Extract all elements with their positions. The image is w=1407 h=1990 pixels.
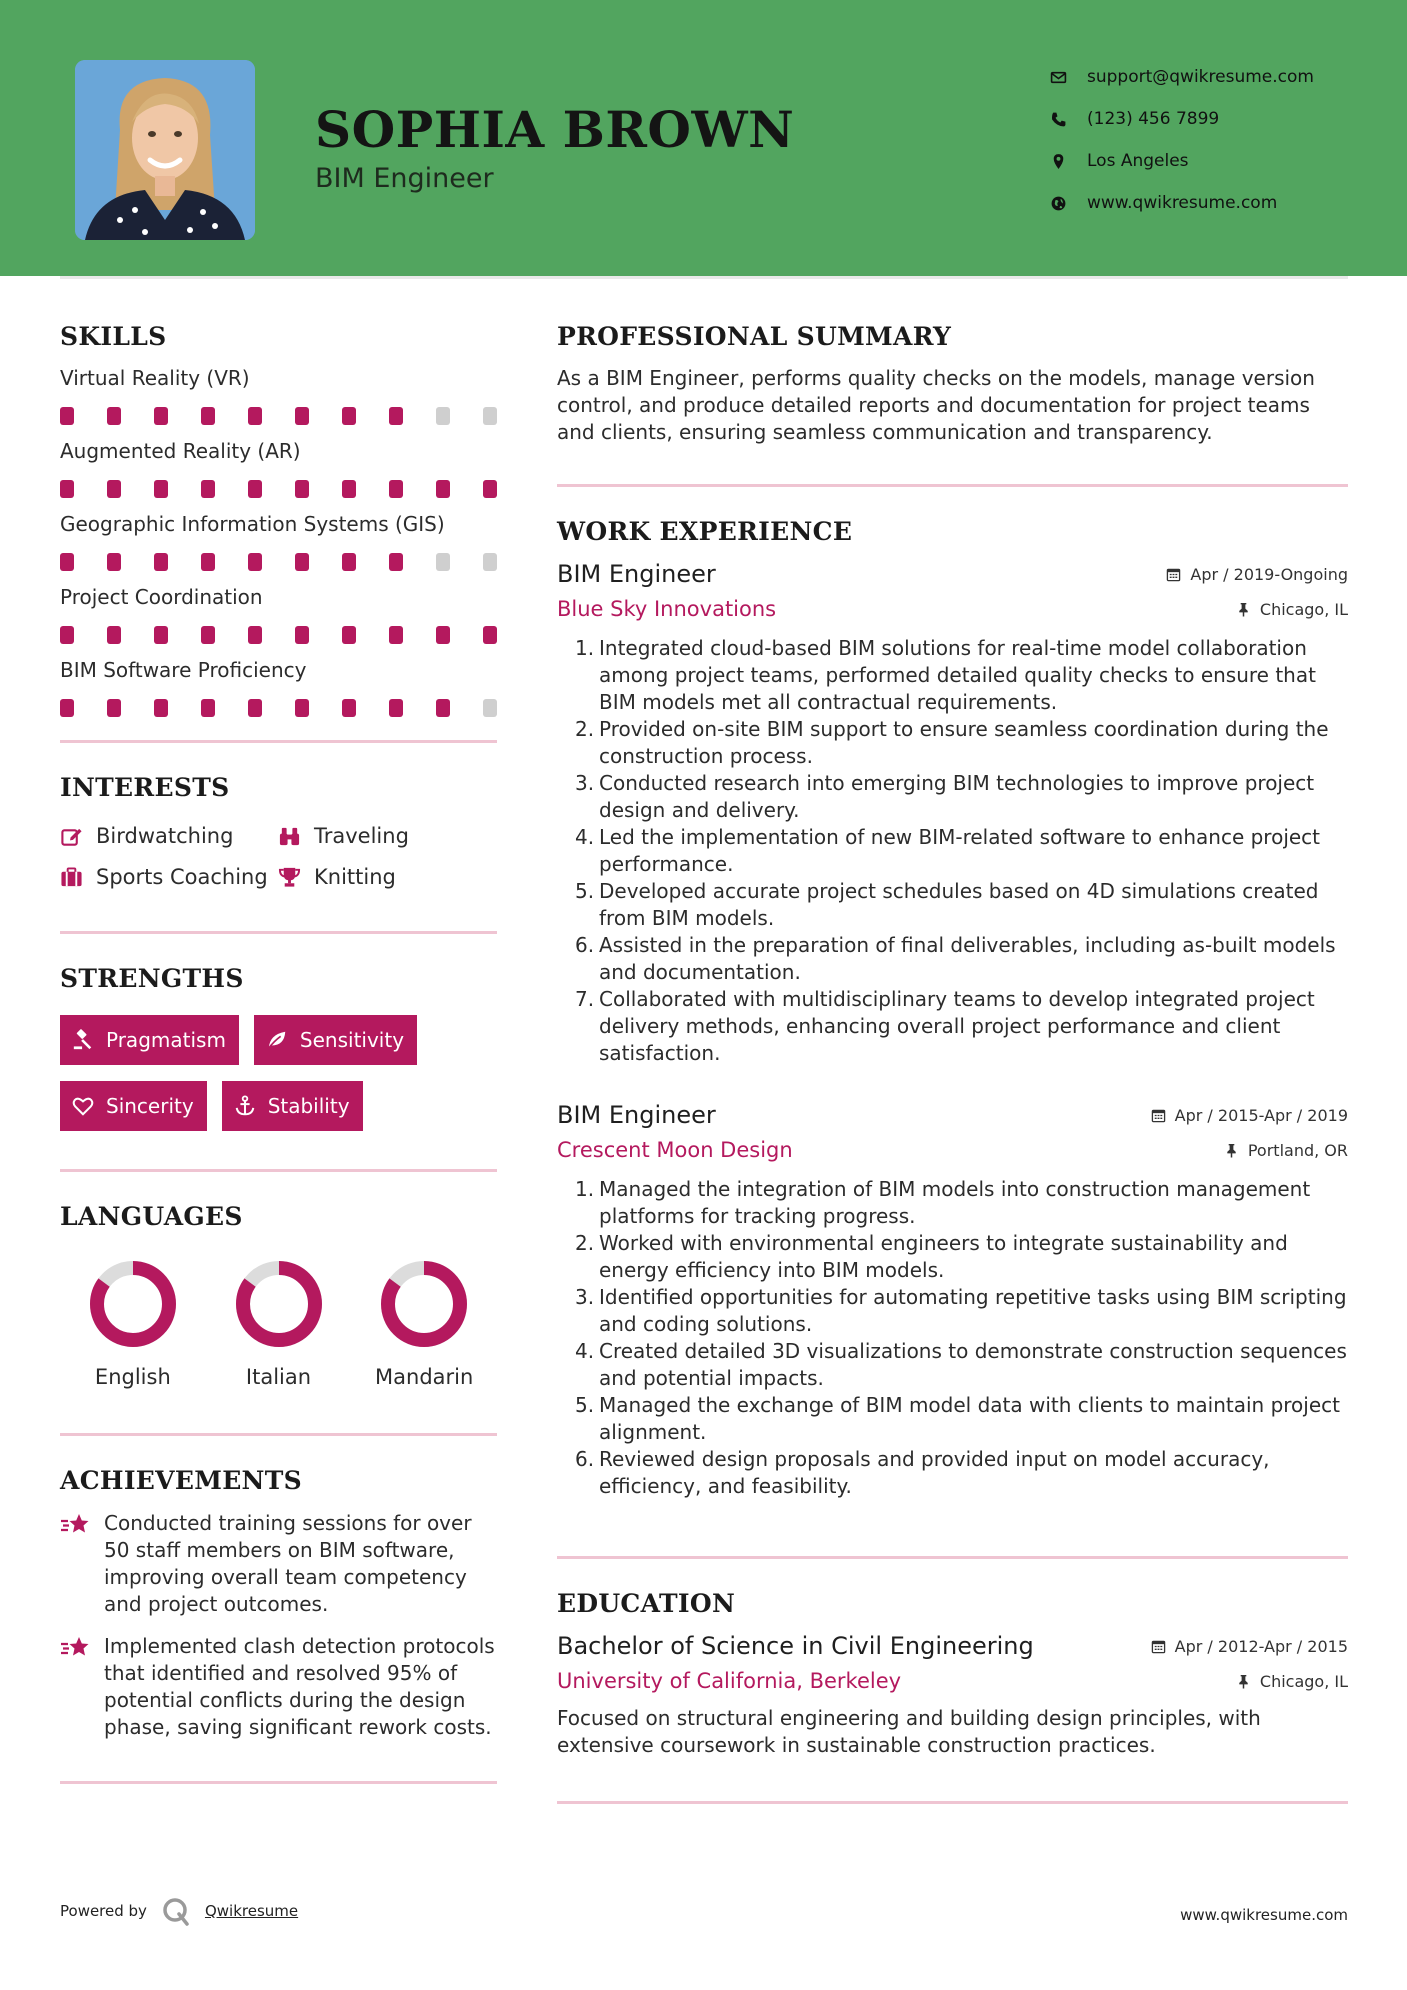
rating-dot-filled	[60, 407, 74, 425]
job-bullets	[557, 635, 1348, 1067]
binoculars-icon	[278, 825, 301, 848]
gavel-icon	[72, 1029, 94, 1051]
interest-label: Traveling	[314, 824, 409, 848]
rating-dot-filled	[389, 626, 403, 644]
bullet-text: Reviewed design proposals and provided input on model accuracy, efficiency, and feasibility.	[599, 1447, 1270, 1498]
job-bullet	[575, 1284, 1348, 1338]
languages-title: LANGUAGES	[60, 1202, 243, 1231]
rating-dot-filled	[389, 407, 403, 425]
bullet-text: Conducted research into emerging BIM technologies to improve project design and delivery.	[599, 771, 1315, 822]
globe-icon	[1050, 195, 1087, 212]
interest-item	[60, 865, 278, 889]
rating-dot-filled	[107, 407, 121, 425]
pushpin-icon	[1236, 602, 1251, 617]
section-divider	[557, 484, 1348, 487]
skill-name: Virtual Reality (VR)	[60, 366, 250, 390]
strength-tag	[60, 1081, 207, 1131]
bullet-number: 4.	[575, 1339, 595, 1363]
experience-title: WORK EXPERIENCE	[557, 517, 853, 546]
language-item	[60, 1259, 206, 1389]
qwikresume-link[interactable]: Qwikresume	[204, 1902, 299, 1920]
job-bullet	[575, 1446, 1348, 1500]
bullet-text: Developed accurate project schedules based on 4D simulations created from BIM models.	[599, 879, 1319, 930]
right-column	[557, 322, 1348, 1804]
education-location	[1236, 1672, 1348, 1691]
rating-dot-empty	[483, 553, 497, 571]
bullet-number: 3.	[575, 771, 595, 795]
bullet-text: Identified opportunities for automating repetitive tasks using BIM scripting and coding solutions.	[599, 1285, 1347, 1336]
skill-item	[60, 365, 497, 438]
interest-label: Birdwatching	[96, 824, 234, 848]
rating-dot-filled	[107, 626, 121, 644]
trophy-icon	[278, 866, 301, 889]
rating-dot-filled	[60, 626, 74, 644]
rating-dot-filled	[248, 407, 262, 425]
summary-title: PROFESSIONAL SUMMARY	[557, 322, 952, 351]
contact-phone[interactable]	[1050, 98, 1314, 140]
bullet-number: 3.	[575, 1285, 595, 1309]
bullet-text: Provided on-site BIM support to ensure seamless coordination during the construction process.	[599, 717, 1329, 768]
footer-website[interactable]: www.qwikresume.com	[1180, 1906, 1348, 1924]
rating-dot-filled	[154, 699, 168, 717]
rating-dot-filled	[342, 553, 356, 571]
job-bullet	[575, 1230, 1348, 1284]
job-bullet	[575, 986, 1348, 1067]
job-location-text: Portland, OR	[1247, 1140, 1348, 1160]
language-name: Mandarin	[375, 1365, 474, 1389]
education-description: Focused on structural engineering and building design principles, with extensive coursework in sustainable construction practices.	[557, 1706, 1261, 1757]
education-title: EDUCATION	[557, 1589, 736, 1618]
rating-dot-filled	[436, 480, 450, 498]
rating-dot-filled	[295, 626, 309, 644]
phone-icon	[1050, 111, 1087, 128]
language-name: Italian	[245, 1365, 312, 1389]
left-column	[60, 322, 497, 1784]
job-location	[1236, 600, 1348, 619]
rating-dot-filled	[154, 480, 168, 498]
rating-dot-filled	[342, 626, 356, 644]
contact-website[interactable]	[1050, 182, 1314, 224]
rating-dot-filled	[60, 699, 74, 717]
skill-rating	[60, 699, 497, 717]
interest-item	[278, 865, 497, 889]
degree-title: Bachelor of Science in Civil Engineering	[557, 1632, 1034, 1660]
footer-powered-by	[60, 1896, 298, 1926]
award-star-icon	[60, 1512, 92, 1538]
achievement-text: Implemented clash detection protocols that identified and resolved 95% of potential conflicts during the design phase, saving significant rework costs.	[104, 1634, 495, 1739]
school-name: University of California, Berkeley	[557, 1669, 902, 1693]
rating-dot-filled	[436, 626, 450, 644]
skills-list	[60, 365, 497, 730]
job-dates-text: Apr / 2015-Apr / 2019	[1174, 1105, 1348, 1125]
section-divider	[60, 1169, 497, 1172]
contact-location-text: Los Angeles	[1087, 151, 1189, 171]
job-bullet	[575, 1338, 1348, 1392]
candidate-name: SOPHIA BROWN	[315, 100, 795, 159]
rating-dot-empty	[483, 699, 497, 717]
section-divider	[60, 1433, 497, 1436]
skill-item	[60, 438, 497, 511]
pushpin-icon	[1224, 1143, 1239, 1158]
profile-photo	[75, 60, 255, 240]
language-item	[351, 1259, 497, 1389]
language-item	[206, 1259, 352, 1389]
skill-name: Augmented Reality (AR)	[60, 439, 301, 463]
interest-item	[60, 824, 278, 848]
strength-tag	[254, 1015, 417, 1065]
candidate-role: BIM Engineer	[315, 163, 494, 194]
calendar-icon	[1151, 1108, 1166, 1123]
achievements-list	[60, 1510, 497, 1741]
education-location-text: Chicago, IL	[1259, 1671, 1348, 1691]
job-bullet	[575, 770, 1348, 824]
job-title: BIM Engineer	[557, 1101, 716, 1129]
skill-item	[60, 584, 497, 657]
job-title: BIM Engineer	[557, 560, 716, 588]
interests-title: INTERESTS	[60, 773, 230, 802]
resume-header	[0, 0, 1407, 276]
job-dates-text: Apr / 2019-Ongoing	[1190, 564, 1348, 584]
strength-tag	[60, 1015, 239, 1065]
job-bullet	[575, 716, 1348, 770]
rating-dot-filled	[342, 699, 356, 717]
rating-dot-filled	[483, 626, 497, 644]
summary-text: As a BIM Engineer, performs quality checks on the models, manage version control, and produce detailed reports and documentation for project teams and clients, ensuring seamless communication and transparency.	[557, 366, 1315, 444]
rating-dot-filled	[107, 480, 121, 498]
job-entry	[557, 1101, 1348, 1500]
achievement-item	[60, 1633, 497, 1741]
leaf-icon	[266, 1029, 288, 1051]
section-divider	[60, 740, 497, 743]
job-bullet	[575, 1392, 1348, 1446]
rating-dot-filled	[389, 480, 403, 498]
achievements-title: ACHIEVEMENTS	[60, 1466, 302, 1495]
powered-by-label: Powered by	[60, 1902, 147, 1920]
rating-dot-filled	[248, 699, 262, 717]
rating-dot-filled	[201, 480, 215, 498]
interests-list	[60, 824, 497, 889]
strength-label: Pragmatism	[106, 1028, 226, 1052]
rating-dot-filled	[295, 480, 309, 498]
bullet-number: 5.	[575, 1393, 595, 1417]
edit-icon	[60, 825, 83, 848]
section-divider	[557, 1801, 1348, 1804]
rating-dot-filled	[248, 626, 262, 644]
rating-dot-filled	[342, 407, 356, 425]
bullet-text: Led the implementation of new BIM-related software to enhance project performance.	[599, 825, 1321, 876]
rating-dot-filled	[60, 553, 74, 571]
rating-dot-filled	[107, 699, 121, 717]
contact-list	[1050, 56, 1314, 224]
rating-dot-filled	[201, 553, 215, 571]
rating-dot-filled	[154, 626, 168, 644]
bullet-text: Collaborated with multidisciplinary teams to develop integrated project delivery methods, enhancing overall project performance and client satisfaction.	[599, 987, 1315, 1065]
calendar-icon	[1151, 1639, 1166, 1654]
contact-email-text: support@qwikresume.com	[1087, 67, 1314, 87]
bullet-text: Assisted in the preparation of final deliverables, including as-built models and documentation.	[599, 933, 1336, 984]
interest-label: Sports Coaching	[96, 865, 268, 889]
calendar-icon	[1166, 567, 1181, 582]
job-location	[1224, 1141, 1348, 1160]
skill-name: Geographic Information Systems (GIS)	[60, 512, 445, 536]
strength-label: Stability	[267, 1094, 350, 1118]
bullet-text: Managed the exchange of BIM model data with clients to maintain project alignment.	[599, 1393, 1340, 1444]
jobs-list	[557, 560, 1348, 1500]
rating-dot-filled	[154, 407, 168, 425]
skill-rating	[60, 626, 497, 644]
rating-dot-filled	[389, 553, 403, 571]
rating-dot-filled	[483, 480, 497, 498]
qwikresume-logo-icon	[161, 1896, 191, 1926]
company-name: Crescent Moon Design	[557, 1138, 793, 1162]
rating-dot-filled	[154, 553, 168, 571]
languages-list	[60, 1259, 497, 1389]
rating-dot-filled	[201, 626, 215, 644]
envelope-icon	[1050, 69, 1087, 86]
rating-dot-filled	[201, 407, 215, 425]
suitcase-icon	[60, 866, 83, 889]
job-bullet	[575, 1176, 1348, 1230]
rating-dot-empty	[436, 553, 450, 571]
education-dates	[1151, 1637, 1348, 1656]
job-dates	[1151, 1106, 1348, 1125]
rating-dot-filled	[60, 480, 74, 498]
header-divider	[60, 276, 1348, 279]
company-name: Blue Sky Innovations	[557, 597, 777, 621]
rating-dot-filled	[436, 699, 450, 717]
language-name: English	[94, 1365, 171, 1389]
heart-icon	[72, 1095, 94, 1117]
contact-location	[1050, 140, 1314, 182]
rating-dot-empty	[436, 407, 450, 425]
rating-dot-empty	[483, 407, 497, 425]
pushpin-icon	[1236, 1674, 1251, 1689]
skill-name: Project Coordination	[60, 585, 263, 609]
language-proficiency-ring	[234, 1259, 324, 1349]
rating-dot-filled	[248, 553, 262, 571]
award-star-icon	[60, 1635, 92, 1661]
job-dates	[1166, 565, 1348, 584]
bullet-text: Integrated cloud-based BIM solutions for real-time model collaboration among project teams, performed detailed quality checks to ensure that BIM models met all contractual requirements.	[599, 636, 1316, 714]
skill-name: BIM Software Proficiency	[60, 658, 307, 682]
contact-website-text: www.qwikresume.com	[1087, 193, 1278, 213]
bullet-number: 5.	[575, 879, 595, 903]
interest-label: Knitting	[314, 865, 396, 889]
skill-rating	[60, 407, 497, 425]
rating-dot-filled	[201, 699, 215, 717]
job-bullet	[575, 824, 1348, 878]
contact-email[interactable]	[1050, 56, 1314, 98]
skills-title: SKILLS	[60, 322, 167, 351]
map-pin-icon	[1050, 153, 1087, 170]
language-proficiency-ring	[379, 1259, 469, 1349]
bullet-number: 6.	[575, 1447, 595, 1471]
job-bullet	[575, 932, 1348, 986]
bullet-text: Worked with environmental engineers to integrate sustainability and energy efficiency into BIM models.	[599, 1231, 1288, 1282]
anchor-icon	[234, 1095, 256, 1117]
rating-dot-filled	[342, 480, 356, 498]
achievement-item	[60, 1510, 497, 1618]
bullet-number: 2.	[575, 717, 595, 741]
rating-dot-filled	[295, 699, 309, 717]
language-proficiency-ring	[88, 1259, 178, 1349]
strengths-list	[60, 1015, 497, 1131]
bullet-number: 7.	[575, 987, 595, 1011]
strength-tag	[222, 1081, 363, 1131]
achievement-text: Conducted training sessions for over 50 staff members on BIM software, improving overall team competency and project outcomes.	[104, 1511, 472, 1616]
section-divider	[60, 931, 497, 934]
skill-item	[60, 657, 497, 730]
job-location-text: Chicago, IL	[1259, 599, 1348, 619]
education-entry	[557, 1632, 1348, 1759]
bullet-number: 6.	[575, 933, 595, 957]
strength-label: Sincerity	[106, 1094, 194, 1118]
rating-dot-filled	[107, 553, 121, 571]
rating-dot-filled	[389, 699, 403, 717]
skill-item	[60, 511, 497, 584]
strength-label: Sensitivity	[299, 1028, 405, 1052]
strengths-title: STRENGTHS	[60, 964, 244, 993]
bullet-number: 1.	[575, 636, 595, 660]
skill-rating	[60, 553, 497, 571]
job-entry	[557, 560, 1348, 1067]
rating-dot-filled	[248, 480, 262, 498]
job-bullet	[575, 635, 1348, 716]
job-bullet	[575, 878, 1348, 932]
interest-item	[278, 824, 497, 848]
section-divider	[557, 1556, 1348, 1559]
section-divider	[60, 1781, 497, 1784]
bullet-number: 1.	[575, 1177, 595, 1201]
bullet-number: 2.	[575, 1231, 595, 1255]
bullet-text: Created detailed 3D visualizations to demonstrate construction sequences and potential impacts.	[599, 1339, 1347, 1390]
contact-phone-text: (123) 456 7899	[1087, 109, 1220, 129]
bullet-number: 4.	[575, 825, 595, 849]
education-dates-text: Apr / 2012-Apr / 2015	[1174, 1636, 1348, 1656]
job-bullets	[557, 1176, 1348, 1500]
rating-dot-filled	[295, 553, 309, 571]
rating-dot-filled	[295, 407, 309, 425]
skill-rating	[60, 480, 497, 498]
bullet-text: Managed the integration of BIM models into construction management platforms for tracking progress.	[599, 1177, 1311, 1228]
